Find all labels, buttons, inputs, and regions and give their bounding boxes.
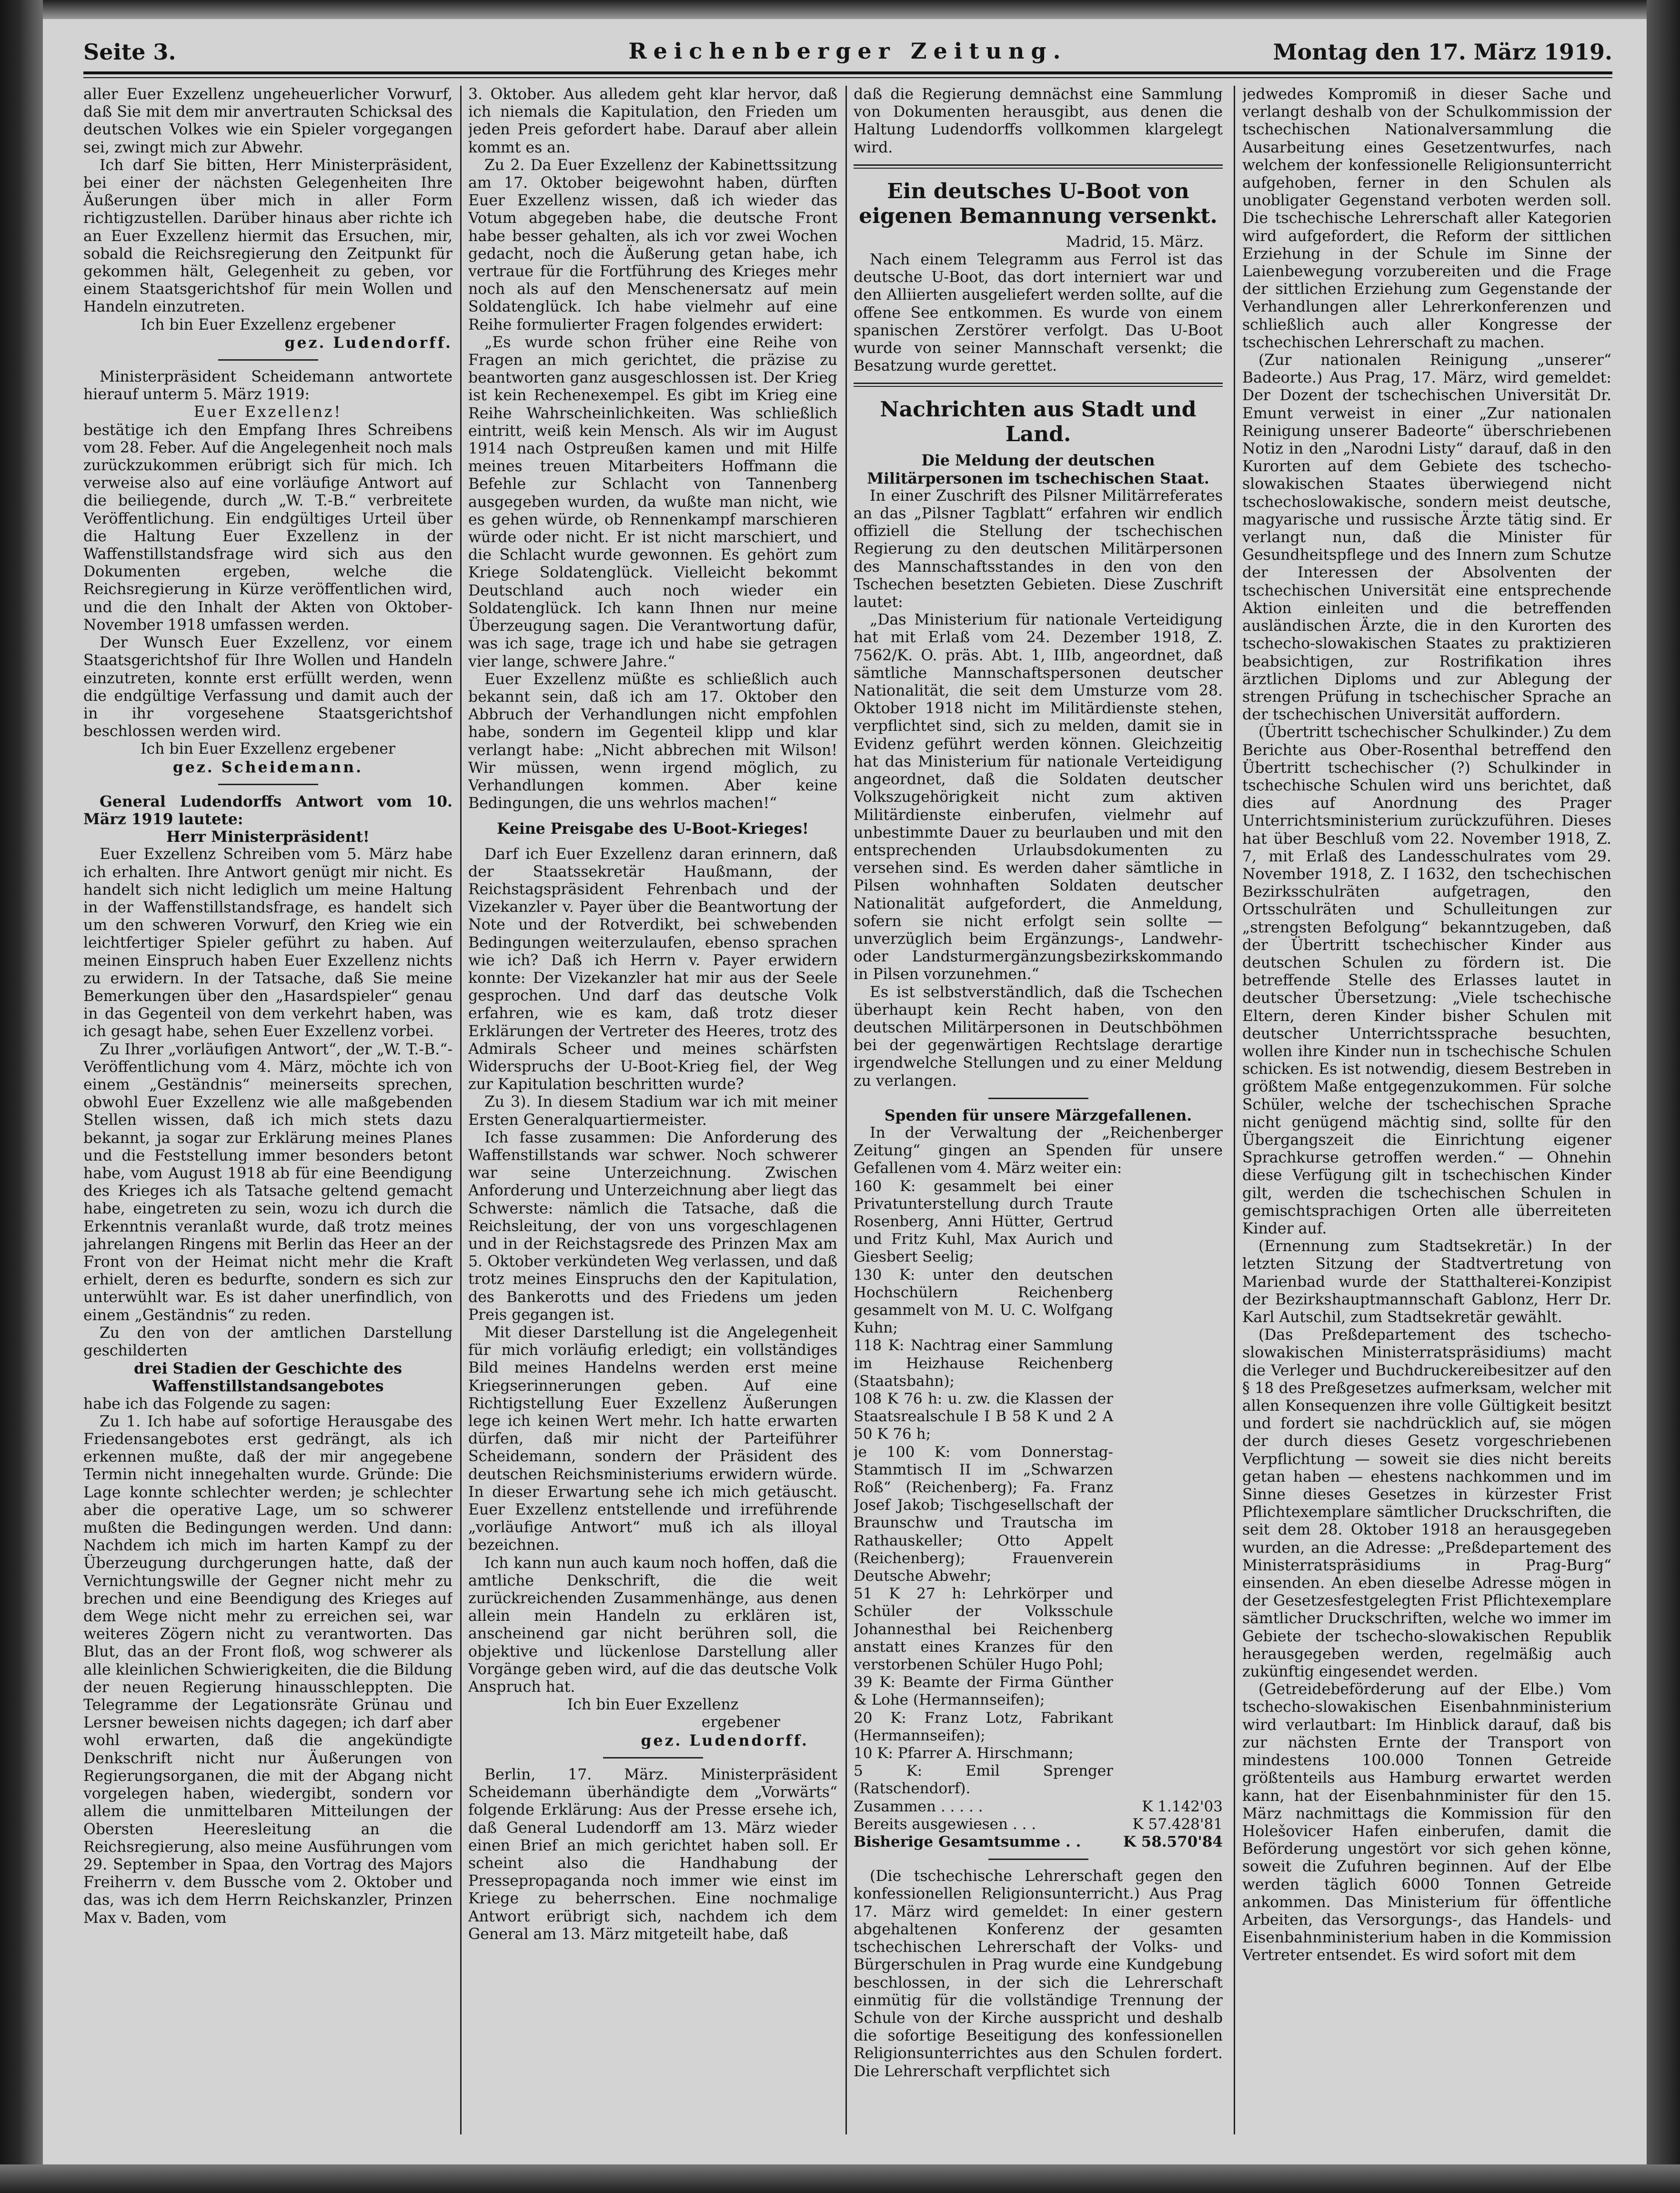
paragraph: Zu den von der amtlichen Darstellung geschilderten [83, 1324, 453, 1360]
news-item: (Getreidebeförderung auf der Elbe.) Vom tschecho-slowakischen Eisenbahnministerium wird verlautbart: Im Hinblick darauf, daß bis zur nächsten Ernte der Transport von mindestens 100.000 Tonnen Getreide größtenteils aus Hamburg erwartet werden kann, hat der Eisenbahnminister für den 15. März nachmittags die Kommission für den Holešovicer Hafen einberufen, damit die Beförderung ungestört vor sich gehen könne, soweit die Zufuhren beginnen. Auf der Elbe werden täglich 6000 Tonnen Getreide ankommen. Das Ministerium für öffentliche Arbeiten, das Versorgungs-, das Handels- und Eisenbahnministerium haben in die Kommission Vertreter entsendet. Es wird sofort mit dem [1242, 1681, 1611, 1964]
donation-entry [854, 1585, 1223, 1674]
subheading: General Ludendorffs Antwort vom 10. März 1919 lautete: [83, 792, 453, 828]
donation-entry [854, 1709, 1223, 1745]
subheading: drei Stadien der Geschichte des Waffenstillstandsangebotes [133, 1360, 402, 1395]
paragraph: Zu Ihrer „vorläufigen Antwort“, der „W. T.-B.“-Veröffentlichung vom 4. März, möchte ich von einem „Geständnis“ meinerseits sprechen, obwohl Euer Exzellenz wie alle maßgebenden Stellen wissen, daß ich mich stets dazu bekannt, ja sogar zur Erklärung meines Planes und die Feststellung immer besonders betont habe, vom August 1918 ab für eine Beendigung des Krieges ich als Tatsache geltend gemacht habe, eingetreten zu sein, wozu ich durch die Erkenntnis veranlaßt wurde, daß trotz meines jahrelangen Ringens mit Berlin das Heer an der Front von der Heimat nicht mehr die Kraft erhielt, deren es bedurfte, sondern es sich zur unterwühlt war. Es ist daher unerfindlich, von einem „Geständnis“ zu reden. [83, 1041, 453, 1324]
donation-entry [854, 1337, 1223, 1390]
scan-border-bottom [0, 2164, 1680, 2193]
paragraph: Es ist selbstverständlich, daß die Tschechen überhaupt kein Recht haben, von den deutschen Militärpersonen in Deutschböhmen bei der gegenwärtigen Rechtslage derartige irgendwelche Stellungen und zu einer Meldung zu verlangen. [854, 983, 1223, 1090]
signature: gez. Ludendorff. [641, 1731, 809, 1749]
donation-text: 10 K: Pfarrer A. Hirschmann; [854, 1745, 1074, 1762]
column-divider [845, 86, 847, 2134]
donation-text: 39 K: Beamte der Firma Günther & Lohe (Hermannseifen); [854, 1674, 1113, 1709]
headline: Ein deutsches U-Boot von eigenen Bemannung versenkt. [859, 179, 1217, 228]
column-1 [83, 86, 453, 2134]
separator [218, 359, 318, 361]
paragraph: Zu 3). In diesem Stadium war ich mit meiner Ersten Generalquartiermeister. [468, 1093, 837, 1129]
paragraph: Berlin, 17. März. Ministerpräsident Scheidemann überhändigte dem „Vorwärts“ folgende Erklärung: Aus der Presse ersehe ich, daß General Ludendorff am 13. März wieder einen Brief an mich gerichtet haben soll. Er scheint also die Handhabung der Pressepropaganda noch immer wie einst im Kriege zu beherrschen. Eine nochmalige Antwort erübrigt sich, nachdem ich dem General am 13. März mitgeteilt habe, daß [468, 1766, 837, 1943]
paragraph: (Die tschechische Lehrerschaft gegen den konfessionellen Religionsunterricht.) Aus Prag 17. März wird gemeldet: In einer gestern abgehaltenen Konferenz der gesamten tschechischen Lehrerschaft der Volks- und Bürgerschulen in Prag wurde eine Kundgebung beschlossen, in der sich die Lehrerschaft einmütig für die vollständige Trennung der Schule von der Kirche ausspricht und deshalb die sofortige Beseitigung des konfessionellen Religionsunterrichtes aus den Schulen fordert. Die Lehrerschaft verpflichtet sich [854, 1868, 1223, 2080]
donation-text: 130 K: unter den deutschen Hochschülern Reichenberg gesammelt von M. U. C. Wolfgang Kuhn; [854, 1266, 1113, 1337]
paragraph: 3. Oktober. Aus alledem geht klar hervor, daß ich niemals die Kapitulation, den Frieden um jeden Preis gefordert habe. Darauf aber allein kommt es an. [468, 86, 837, 156]
donation-text: je 100 K: vom Donnerstag-Stammtisch II im „Schwarzen Roß“ (Reichenberg); Fa. Franz Josef Jakob; Tischgesellschaft der Braunschw und Trautscha im Rathauskeller; Otto Appelt (Reichenberg); Frauenverein Deutsche Abwehr; [854, 1443, 1113, 1585]
paragraph: Darf ich Euer Exzellenz daran erinnern, daß der Staatssekretär Haußmann, der Reichstagspräsident Fehrenbach und der Vizekanzler v. Payer über die Beantwortung der Note und der Rotverdikt, bei schwebenden Bedingungen weiterzulaufen, ebenso sprachen wie ich? Daß ich Herrn v. Payer erwidern konnte: Der Vizekanzler hat mir aus der Seele gesprochen. Und darf das deutsche Volk erfahren, wie es kam, daß trotz dieser Erklärungen der Vertreter des Heeres, trotz des Admirals Scheer und meines schärfsten Widerspruchs der U-Boot-Krieg fiel, der Weg zur Kapitulation beschritten wurde? [468, 845, 837, 1093]
donation-amount [1113, 1444, 1223, 1586]
donation-amount [1113, 1585, 1223, 1674]
donation-amount [1113, 1709, 1223, 1745]
paragraph: Zu 2. Da Euer Exzellenz der Kabinettssitzung am 17. Oktober beigewohnt haben, dürften Euer Exzellenz wissen, daß ich wieder das Votum abgegeben habe, die deutsche Front habe besser gehalten, als ich vor zwei Wochen gedacht, noch die Äußerung getan habe, ich vertraue für die Fortführung des Krieges mehr noch als auf den Menschenersatz auf mein Soldatenglück. Ich habe vielmehr auf eine Reihe formulierter Fragen folgendes erwidert: [468, 156, 837, 333]
dateline: Madrid, 15. März. [1066, 233, 1204, 251]
donation-amount [1113, 1674, 1223, 1709]
column-3 [854, 86, 1223, 2134]
salutation: Euer Exzellenz! [193, 404, 342, 421]
column-2 [468, 86, 837, 2134]
paragraph: Ich kann nun auch kaum noch hoffen, daß die amtliche Denkschrift, die die weit zurückreichenden Zusammenhänge, aus denen allein mein Handeln zu erklären ist, anscheinend gar nicht berühren soll, die objektive und lückenlose Darstellung aller Vorgänge geben wird, auf die das deutsche Volk Anspruch hat. [468, 1554, 837, 1696]
closing-line: Ich bin Euer Exzellenz [567, 1696, 739, 1714]
closing-line: Ich bin Euer Exzellenz ergebener [141, 740, 395, 758]
scan-border-right [1647, 0, 1680, 2193]
paragraph: Mit dieser Darstellung ist die Angelegenheit für mich vorläufig erledigt; ein vollständiges Bild meines Handelns werden erst meine Kriegserinnerungen geben. Auf eine Richtigstellung Euer Exzellenz Äußerungen lege ich keinen Wert mehr. Ich hatte erwarten dürfen, daß mir nicht der Parteiführer Scheidemann, sondern der Präsident des deutschen Reichsministeriums erwidern würde. In dieser Erwartung sehe ich mich getäuscht. Euer Exzellenz entstellende und irreführende „vorläufige Antwort“ muß ich als illoyal bezeichnen. [468, 1324, 837, 1554]
masthead-rule-thin [83, 77, 1612, 78]
donation-entry [854, 1833, 1223, 1851]
donation-list [854, 1178, 1223, 1851]
column-4 [1242, 86, 1611, 2134]
news-item: (Zur nationalen Reinigung „unserer“ Badeorte.) Aus Prag, 17. März, wird gemeldet: Der Dozent der tschechischen Universität Dr. Emunt verweist in einer „Zur nationalen Reinigung unserer Badeorte“ überschriebenen Notiz in den „Narodni Listy“ darauf, daß in den Kurorten auf dem Gebiete des tschecho-slowakischen Staates überwiegend nicht tschechoslowakische, sondern meist deutsche, magyarische und russische Ärzte tätig sind. Er verlangt nun, daß die Minister für Gesundheitspflege und des Innern zum Schutze der Interessen der Absolventen der tschechischen Universität eine entsprechende Aktion einleiten und die betreffenden ausländischen Ärzte, die in den Kurorten des tschecho-slowakischen Staates zu praktizieren beabsichtigen, zur Rostrifikation ihres ärztlichen Diploms und zur Ablegung der strengen Prüfung in tschechischer Sprache an der tschechischen Universität auffordern. [1242, 352, 1611, 724]
donation-amount [1113, 1178, 1223, 1266]
donation-text: 160 K: gesammelt bei einer Privatunterstellung durch Traute Rosenberg, Anni Hütter, Gertrud und Fritz Kuhl, Max Aurich und Giesbert Seelig; [854, 1177, 1113, 1266]
donation-entry [854, 1762, 1223, 1798]
donation-amount [1113, 1337, 1223, 1390]
donation-text: Zusammen . . . . . [854, 1798, 983, 1815]
paragraph: In der Verwaltung der „Reichenberger Zeitung“ gingen an Spenden für unsere Gefallenen vom 4. März weiter ein: [854, 1124, 1223, 1177]
news-item: (Das Preßdepartement des tschecho-slowakischen Ministerratspräsidiums) macht die Verleger und Buchdruckereibesitzer auf den § 18 des Preßgesetzes aufmerksam, welcher mit allen Konsequenzen ihre volle Gültigkeit besitzt und fordert sie nachdrücklich auf, sie mögen der durch dieses Gesetz vorgeschriebenen Verpflichtung — soweit sie dies nicht bereits getan haben — ehestens nachkommen und im Sinne dieses Gesetzes in kürzester Frist Pflichtexemplare sämtlicher Druckschriften, die seit dem 28. Oktober 1918 an herausgegeben wurden, an die Adresse: „Preßdepartement des Ministerratspräsidiums in Prag-Burg“ einsenden. An eben dieselbe Adresse mögen in der Gesetzesfestgelegten Frist Pflichtexemplare sämtlicher Druckschriften, welche wo immer im Gebiete der tschecho-slowakischen Republik herausgegeben werden, regelmäßig auch zukünftig eingesendet werden. [1242, 1326, 1611, 1681]
paragraph: daß die Regierung demnächst eine Sammlung von Dokumenten herausgibt, aus denen die Haltung Ludendorffs vollkommen klargelegt wird. [854, 86, 1223, 156]
newspaper-title: Reichenberger Zeitung. [628, 38, 1067, 64]
page-number: Seite 3. [83, 39, 176, 65]
news-item: (Ernennung zum Stadtsekretär.) In der letzten Sitzung der Stadtvertretung von Marienbad wurde der Statthalterei-Konzipist der Bezirkshauptmannschaft Gablonz, Herr Dr. Karl Autschil, zum Stadtsekretär gewählt. [1242, 1238, 1611, 1326]
scan-border-top [0, 0, 1680, 19]
donation-amount [1113, 1390, 1223, 1444]
donation-text: 20 K: Franz Lotz, Fabrikant (Hermannseifen); [854, 1709, 1113, 1744]
donation-amount [1113, 1266, 1223, 1337]
paragraph: Ich fasse zusammen: Die Anforderung des Waffenstillstands war schwer. Noch schwerer war seine Unterzeichnung. Zwischen Anforderung und Unterzeichnung aber liegt das Schwerste: nämlich die Tatsache, daß die Reichsleitung, der von uns vorgeschlagenen und in der Reichstagsrede des Prinzen Max am 5. Oktober verkündeten Weg verlassen, und daß trotz meines Einspruchs den der Kapitulation, des Bankerotts und des Friedens um jeden Preis gegangen ist. [468, 1129, 837, 1324]
donation-entry [854, 1178, 1223, 1266]
donation-text: 108 K 76 h: u. zw. die Klassen der Staatsrealschule I B 58 K und 2 A 50 K 76 h; [854, 1390, 1113, 1443]
paragraph: jedwedes Kompromiß in dieser Sache und verlangt deshalb von der Schulkommission der tschechischen Nationalversammlung die Ausarbeitung eines Gesetzentwurfes, nach welchem der konfessionelle Religionsunterricht aufgehoben, ferner in den Schulen als unobligater Gegenstand verboten werden soll. Die tschechische Lehrerschaft aller Kategorien wird aufgefordert, die Reform der sittlichen Erziehung in der Schule im Sinne der Laienbewegung vorzubereiten und die Frage der sittlichen Erziehung zum Gegenstande der Verhandlungen aller Lehrerkonferenzen und schließlich auch aller Kongresse der tschechischen Lehrerschaft zu machen. [1242, 86, 1611, 351]
paragraph: „Das Ministerium für nationale Verteidigung hat mit Erlaß vom 24. Dezember 1918, Z. 7562/K. O. präs. Abt. 1, IIIb, angeordnet, daß sämtliche Mannschaftspersonen deutscher Nationalität, die seit dem Umsturze vom 28. Oktober 1918 nicht im Militärdienste stehen, verpflichtet sind, sich zu melden, damit sie in Evidenz geführt werden können. Gleichzeitig hat das Ministerium für nationale Verteidigung angeordnet, daß die Soldaten deutscher Volkszugehörigkeit nicht zum aktiven Militärdienste einberufen, vielmehr auf unbestimmte Dauer zu beurlauben und mit den entsprechenden Urlaubsdokumenten zu versehen sind. Es werden daher sämtliche in Pilsen wohnhaften Soldaten deutscher Nationalität aufgefordert, die Anmeldung, sofern sie nicht erfolgt sein sollte — unverzüglich beim Ergänzungs-, Landwehr- oder Landsturmergänzungsbezirkskommando in Pilsen vorzunehmen.“ [854, 611, 1223, 983]
donation-amount [1113, 1745, 1223, 1762]
subheading: Keine Preisgabe des U-Boot-Krieges! [497, 820, 809, 838]
issue-date: Montag den 17. März 1919. [1273, 39, 1612, 65]
section-headline: Nachrichten aus Stadt und Land. [880, 397, 1197, 447]
salutation: Herr Ministerpräsident! [166, 828, 370, 846]
paragraph: „Es wurde schon früher eine Reihe von Fragen an mich gerichtet, die präzise zu beantworten ganz ausgeschlossen ist. Der Krieg ist kein Rechenexempel. Es gibt im Krieg eine Reihe Wahrscheinlichkeiten. Was schließlich eintritt, weiß kein Mensch. Als wir im August 1914 nach Ostpreußen kamen und mit Hilfe meines treuen Mitarbeiters Hoffmann die Befehle zur Schlacht von Tannenberg ausgegeben wurden, da wußte man nicht, wie es gehen würde, ob Rennenkampf marschieren würde oder nicht. Er ist nicht marschiert, und die Schlacht wurde gewonnen. Es gehört zum Kriege Soldatenglück. Vielleicht bekommt Deutschland auch noch wieder ein Soldatenglück. Ich kann Ihnen nur meine Überzeugung sagen. Die Verantwortung dafür, was ich sage, trage ich und habe sie getragen vier lange, schwere Jahre.“ [468, 333, 837, 670]
closing-line: Ich bin Euer Exzellenz ergebener [141, 316, 395, 333]
donation-text: 51 K 27 h: Lehrkörper und Schüler der Volksschule Johannesthal bei Reichenberg anstatt eines Kranzes für den verstorbenen Schüler Hugo Pohl; [854, 1585, 1113, 1674]
donation-entry [854, 1798, 1223, 1816]
closing-line: ergebener [701, 1714, 780, 1731]
donation-text: 5 K: Emil Sprenger (Ratschendorf). [854, 1762, 1113, 1798]
paragraph: Zu 1. Ich habe auf sofortige Herausgabe des Friedensangebotes erst gedrängt, als ich erkennen mußte, daß der mir angegebene Termin nicht innegehalten wurde. Gründe: Die Lage konnte schlechter werden; je schlechter aber die operative Lage, um so schwerer mußten die Bedingungen werden. Und dann: Nachdem ich mich im harten Kampf zu der Überzeugung durchgerungen hatte, daß der Vernichtungswille der Gegner nicht mehr zu brechen und eine Beendigung des Krieges auf dem Wege nicht mehr zu erreichen sei, war weiteres Zögern nicht zu verantworten. Das Blut, das an der Front floß, wog schwerer als alle kleinlichen Schwierigkeiten, die die Bildung der neuen Regierung hinausschleppten. Die Telegramme der Legationsräte Grünau und Lersner beweisen nichts dagegen; ich darf aber wohl erwarten, daß die angekündigte Denkschrift nicht nur Äußerungen von Regierungsorganen, die mit der Abgang nicht vorgelegen haben, wiedergibt, sondern vor allem die unmittelbaren Mitteilungen der Obersten Heeresleitung an die Reichsregierung, also meine Ausführungen vom 29. September in Spaa, den Vortrag des Majors Freiherrn v. dem Bussche vom 2. Oktober und das, was ich dem Herrn Reichskanzler, Prinzen Max v. Baden, vom [83, 1413, 453, 1927]
scan-border-left [0, 0, 43, 2193]
donation-text: Bereits ausgewiesen . . . [854, 1815, 1036, 1833]
donation-amount: K 57.428'81 [1132, 1815, 1223, 1833]
donation-entry [854, 1674, 1223, 1709]
donation-text: 118 K: Nachtrag einer Sammlung im Heizhause Reichenberg (Staatsbahn); [854, 1337, 1113, 1390]
masthead-rule [83, 71, 1612, 74]
donation-amount: K 58.570'84 [1123, 1833, 1223, 1851]
paragraph: Nach einem Telegramm aus Ferrol ist das deutsche U-Boot, das dort interniert war und den Alliierten ausgeliefert werden sollte, auf die offene See entkommen. Es wurde von einem spanischen Zerstörer verfolgt. Das U-Boot wurde von seiner Mannschaft versenkt; die Besatzung wurde gerettet. [854, 251, 1223, 375]
donation-text: Bisherige Gesamtsumme . . [854, 1833, 1081, 1851]
separator [988, 1859, 1088, 1860]
paragraph: aller Euer Exzellenz ungeheuerlicher Vorwurf, daß Sie mit dem mir anvertrauten Schicksal des deutschen Volkes wie ein Spieler vorgegangen sei, zwingt mich zur Abwehr. [83, 86, 453, 156]
donation-entry [854, 1266, 1223, 1337]
signature: gez. Ludendorff. [284, 333, 453, 352]
donation-entry [854, 1444, 1223, 1586]
paragraph: Der Wunsch Euer Exzellenz, vor einem Staatsgerichtshof für Ihre Wollen und Handeln einzutreten, konnte erst erfüllt werden, wenn die endgültige Verfassung und damit auch der in ihr vorgesehene Staatsgerichtshof beschlossen werden wird. [83, 634, 453, 740]
separator [988, 1098, 1088, 1099]
separator [603, 1757, 703, 1758]
donation-amount: K 1.142'03 [1142, 1798, 1223, 1815]
news-item: (Übertritt tschechischer Schulkinder.) Zu dem Berichte aus Ober-Rosenthal betreffend den Übertritt tschechischer (?) Schulkinder in tschechische Schulen wird uns berichtet, daß dies auf Anordnung des Prager Unterrichtsministerium zurückzuführen. Dieses hat über Beschluß vom 22. November 1918, Z. 7, mit Erlaß des Landesschulrates vom 29. November 1918, Z. I 1632, den tschechischen Bezirksschulräten aufgetragen, den Ortsschulräten und Schulleitungen zur „strengsten Befolgung“ bekanntzugeben, daß der Übertritt tschechischer Kinder aus deutschen Schulen zu fördern ist. Die betreffende Stelle des Erlasses lautet in deutscher Übersetzung: „Viele tschechische Eltern, deren Kinder bisher Schulen mit deutscher Unterrichtssprache besuchten, wollen ihre Kinder nun in tschechische Schulen schicken. Es ist notwendig, diesem Bestreben in größtem Maße entgegenzukommen. Für solche Schüler, welche der tschechischen Sprache nicht genügend mächtig sind, sollte für den Übergangszeit die Einrichtung eigener Sprachkurse getroffen werden.“ — Ohnehin diese Verfügung gilt in tschechischen Kinder gilt, werden die tschechischen Schulen in gemischtsprachigen Orten alle überreiteten Kinder auf. [1242, 724, 1611, 1237]
donation-entry [854, 1390, 1223, 1444]
paragraph: Ich darf Sie bitten, Herr Ministerpräsident, bei einer der nächsten Gelegenheiten Ihre Äußerungen über mich in aller Form richtigzustellen. Darüber hinaus aber richte ich an Euer Exzellenz hiermit das Ersuchen, mir, sobald die Reichsregierung den Zeitpunkt für gekommen hält, Gelegenheit zu geben, vor einem Staatsgerichtshof für mein Wollen und Handeln einzutreten. [83, 156, 453, 316]
signature: gez. Scheidemann. [172, 758, 363, 776]
separator [218, 784, 318, 785]
paragraph: habe ich das Folgende zu sagen: [83, 1395, 331, 1413]
paragraph: In einer Zuschrift des Pilsner Militärreferates an das „Pilsner Tagblatt“ erfahren wir endlich offiziell die Stellung der tschechischen Regierung zu den deutschen Militärpersonen des Mannschaftsstandes in den von den Tschechen besetzten Gebieten. Diese Zuschrift lautet: [854, 487, 1223, 611]
separator [854, 383, 1223, 387]
separator [854, 164, 1223, 169]
donation-amount [1113, 1762, 1223, 1798]
subheading: Die Meldung der deutschen Militärpersonen im tschechischen Staat. [867, 452, 1209, 487]
paragraph: Ministerpräsident Scheidemann antwortete hierauf unterm 5. März 1919: [83, 368, 453, 404]
column-divider [1234, 86, 1235, 2134]
donation-entry [854, 1816, 1223, 1833]
paragraph: Euer Exzellenz müßte es schließlich auch bekannt sein, daß ich am 17. Oktober den Abbruch der Verhandlungen nicht empfohlen habe, sondern im Gegenteil klipp und klar verlangt habe: „Nicht abbrechen mit Wilson! Wir müssen, wenn irgend möglich, zu Verhandlungen kommen. Aber keine Bedingungen, die uns wehrlos machen!“ [468, 670, 837, 812]
donation-entry [854, 1745, 1223, 1762]
paragraph: bestätige ich den Empfang Ihres Schreibens vom 28. Feber. Auf die Angelegenheit noch mals zurückzukommen erübrigt sich für mich. Ich verweise also auf eine vorläufige Antwort auf die beiliegende, durch „W. T.-B.“ verbreitete Veröffentlichung. Ein endgültiges Urteil über die Haltung Euer Exzellenz in der Waffenstillstandsfrage wird sich aus den Dokumenten ergeben, welche die Reichsregierung in Kürze veröffentlichen wird, und die den Inhalt der Akten von Oktober-November 1918 umfassen werden. [83, 421, 453, 634]
masthead [83, 33, 1612, 71]
subheading: Spenden für unsere Märzgefallenen. [884, 1106, 1192, 1124]
column-divider [460, 86, 462, 2134]
paragraph: Euer Exzellenz Schreiben vom 5. März habe ich erhalten. Ihre Antwort genügt mir nicht. Es handelt sich nicht lediglich um meine Haltung in der Waffenstillstandsfrage, es handelt sich um den schweren Vorwurf, den Krieg wie ein leichtfertiger Spieler geführt zu haben. Auf meinen Einspruch haben Euer Exzellenz nichts zu erwidern. In der Tatsache, daß Sie meine Bemerkungen über den „Hasardspieler“ genau in das Gegenteil von dem verkehrt haben, was ich gesagt habe, sehen Euer Exzellenz vorbei. [83, 846, 453, 1041]
